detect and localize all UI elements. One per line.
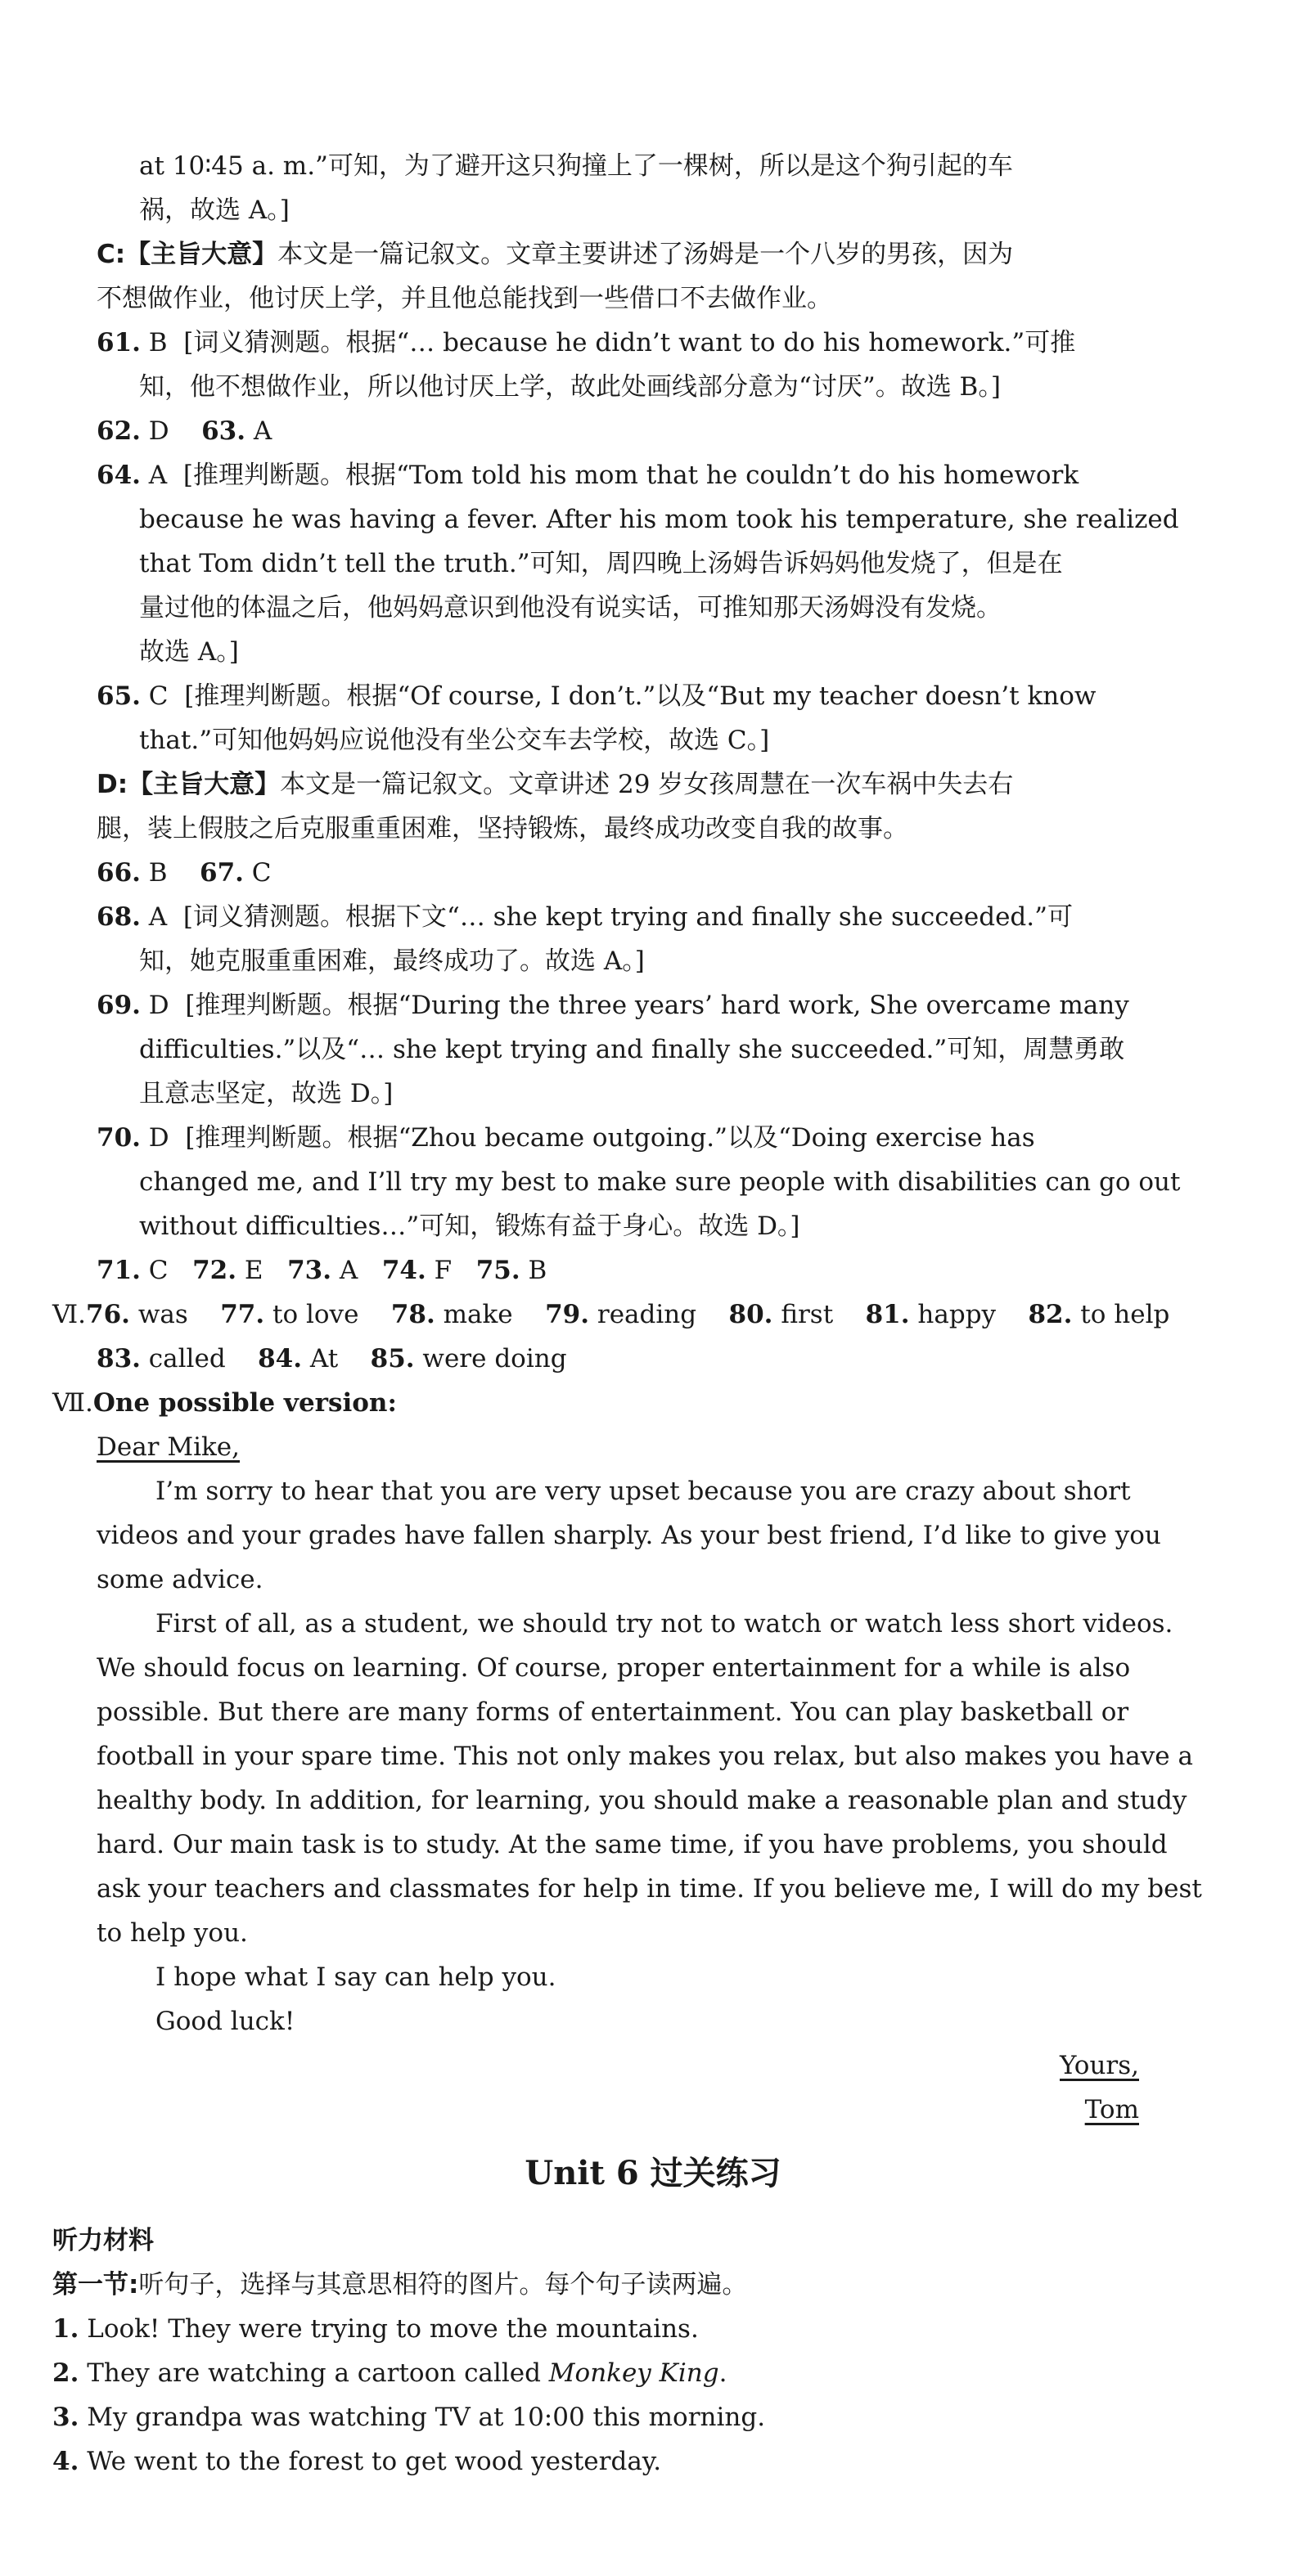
question-number: 83.: [97, 1344, 141, 1373]
question-explanation: B [词义猜测题。根据“… because he didn’t want to do his homework.”可推: [148, 328, 1076, 357]
letter-paragraph-line: Good luck!: [155, 2007, 295, 2036]
listening-sentence: [52, 2307, 699, 2351]
answer: reading: [597, 1300, 697, 1329]
part-6-answers-row2: [97, 1337, 567, 1381]
question-68: [97, 895, 1073, 939]
sentence-text: .: [718, 2358, 727, 2388]
answer: E: [244, 1256, 263, 1285]
passage-c-main-idea: [97, 232, 1013, 276]
letter-paragraph-line: ask your teachers and classmates for help in time. If you believe me, I will do my best: [97, 1874, 1202, 1904]
question-64: [97, 453, 1079, 497]
question-number: 70.: [97, 1123, 141, 1153]
question-64-line: that Tom didn’t tell the truth.”可知，周四晚上汤姆告诉妈妈他发烧了，但是在: [139, 549, 1063, 578]
question-70-line: changed me, and I’ll try my best to make sure people with disabilities can go out: [139, 1167, 1181, 1197]
listening-heading: 听力材料: [52, 2226, 154, 2255]
letter-paragraph-line: First of all, as a student, we should try not to watch or watch less short videos.: [155, 1609, 1173, 1639]
answer: called: [148, 1344, 226, 1373]
question-61: [97, 321, 1075, 365]
question-number: 77.: [220, 1300, 265, 1329]
question-61-line: 知，他不想做作业，所以他讨厌上学，故此处画线部分意为“讨厌”。故选 B。]: [139, 372, 1001, 402]
question-number: 65.: [97, 681, 141, 711]
answer: C: [251, 858, 272, 888]
sentence-number: 2.: [52, 2358, 79, 2388]
question-explanation: A [词义猜测题。根据下文“… she kept trying and finally she succeeded.”可: [148, 902, 1073, 932]
main-idea-text: 本文是一篇记叙文。文章主要讲述了汤姆是一个八岁的男孩，因为: [277, 240, 1014, 269]
question-number: 75.: [475, 1256, 520, 1285]
sentence-text: My grandpa was watching TV at 10:00 this morning.: [87, 2403, 766, 2432]
sentence-number: 1.: [52, 2314, 79, 2344]
letter-signature: Tom: [1084, 2095, 1139, 2124]
answer: A: [339, 1256, 358, 1285]
question-number: 82.: [1028, 1300, 1073, 1329]
questions-71-75: [97, 1248, 547, 1292]
passage-c-main-idea-line: 不想做作业，他讨厌上学，并且他总能找到一些借口不去做作业。: [97, 284, 832, 313]
sentence-number: 4.: [52, 2447, 79, 2476]
question-number: 76.: [86, 1300, 130, 1329]
roman-numeral: Ⅵ.: [52, 1300, 87, 1329]
question-64-line: 故选 A。]: [139, 637, 239, 667]
part-label: 第一节:: [52, 2270, 139, 2300]
roman-numeral: Ⅶ.: [52, 1388, 93, 1418]
letter-paragraph-line: hard. Our main task is to study. At the same time, if you have problems, you should: [97, 1830, 1168, 1859]
version-heading: One possible version:: [92, 1388, 397, 1418]
letter-paragraph-line: to help you.: [97, 1918, 248, 1948]
main-idea-text: 本文是一篇记叙文。文章讲述 29 岁女孩周慧在一次车祸中失去右: [280, 770, 1014, 799]
cartoon-title: Monkey King: [548, 2358, 719, 2388]
passage-d-main-idea: [97, 762, 1013, 807]
question-number: 68.: [97, 902, 141, 932]
question-64-line: 量过他的体温之后，他妈妈意识到他没有说实话，可推知那天汤姆没有发烧。: [139, 593, 1002, 623]
question-68-line: 知，她克服重重困难，最终成功了。故选 A。]: [139, 946, 645, 976]
answer: was: [137, 1300, 188, 1329]
question-65-line: that.”可知他妈妈应说他没有坐公交车去学校，故选 C。]: [139, 726, 770, 755]
question-number: 69.: [97, 991, 141, 1020]
answer: were doing: [422, 1344, 567, 1373]
question-64-line: because he was having a fever. After his mom took his temperature, she realized: [139, 505, 1179, 534]
answer: to love: [272, 1300, 359, 1329]
question-65: [97, 674, 1096, 718]
question-explanation: D [推理判断题。根据“During the three years’ hard work, She overcame many: [148, 991, 1129, 1020]
question-number: 74.: [381, 1256, 426, 1285]
letter-paragraph-line: We should focus on learning. Of course, proper entertainment for a while is also: [97, 1653, 1131, 1683]
question-number: 81.: [865, 1300, 910, 1329]
listening-sentence: [52, 2351, 727, 2395]
question-70: [97, 1116, 1035, 1160]
passage-d-main-idea-line: 腿，装上假肢之后克服重重困难，坚持锻炼，最终成功改变自我的故事。: [97, 814, 908, 843]
part-6-answers: [52, 1292, 1169, 1337]
question-explanation: A [推理判断题。根据“Tom told his mom that he couldn’t do his homework: [148, 461, 1079, 490]
letter-salutation: Dear Mike,: [97, 1432, 240, 1462]
letter-paragraph-line: I’m sorry to hear that you are very upset because you are crazy about short: [155, 1477, 1131, 1506]
questions-66-67: [97, 851, 272, 895]
question-number: 62.: [97, 416, 141, 446]
answer: D: [148, 416, 169, 446]
sentence-text: We went to the forest to get wood yesterday.: [87, 2447, 662, 2476]
question-explanation: D [推理判断题。根据“Zhou became outgoing.”以及“Doing exercise has: [148, 1123, 1035, 1153]
sentence-number: 3.: [52, 2403, 79, 2432]
answer: C: [148, 1256, 169, 1285]
answer: happy: [917, 1300, 997, 1329]
question-69-line: 且意志坚定，故选 D。]: [139, 1079, 394, 1108]
question-number: 85.: [370, 1344, 415, 1373]
answer: make: [443, 1300, 513, 1329]
passage-a-explanation-line: at 10∶45 a. m.”可知，为了避开这只狗撞上了一棵树，所以是这个狗引起的车: [139, 151, 1013, 181]
question-number: 84.: [258, 1344, 303, 1373]
sentence-text: They are watching a cartoon called: [87, 2358, 549, 2388]
letter-paragraph-line: healthy body. In addition, for learning, you should make a reasonable plan and study: [97, 1786, 1187, 1815]
answer: first: [781, 1300, 834, 1329]
questions-62-63: [97, 409, 272, 453]
question-70-line: without difficulties…”可知，锻炼有益于身心。故选 D。]: [139, 1212, 800, 1241]
question-number: 66.: [97, 858, 141, 888]
answer: to help: [1080, 1300, 1170, 1329]
answer: At: [309, 1344, 339, 1373]
part-instructions: 听句子，选择与其意思相符的图片。每个句子读两遍。: [138, 2270, 748, 2300]
question-number: 72.: [192, 1256, 237, 1285]
question-number: 67.: [200, 858, 244, 888]
main-idea-label: C:【主旨大意】: [97, 240, 278, 269]
question-69-line: difficulties.”以及“… she kept trying and finally she succeeded.”可知，周慧勇敢: [139, 1035, 1125, 1064]
question-number: 73.: [287, 1256, 332, 1285]
letter-paragraph-line: videos and your grades have fallen sharply. As your best friend, I’d like to give you: [97, 1521, 1161, 1550]
question-69: [97, 983, 1129, 1027]
answer: F: [434, 1256, 453, 1285]
main-idea-label: D:【主旨大意】: [97, 770, 281, 799]
letter-closing: Yours,: [1060, 2051, 1139, 2080]
letter-paragraph-line: possible. But there are many forms of entertainment. You can play basketball or: [97, 1697, 1129, 1727]
question-explanation: C [推理判断题。根据“Of course, I don’t.”以及“But my teacher doesn’t know: [148, 681, 1097, 711]
unit-title: Unit 6 过关练习: [525, 2154, 781, 2192]
letter-paragraph-line: football in your spare time. This not only makes you relax, but also makes you have a: [97, 1742, 1193, 1771]
answer: B: [528, 1256, 547, 1285]
answer: B: [148, 858, 168, 888]
part-7-heading: [52, 1381, 397, 1425]
sentence-text: Look! They were trying to move the mountains.: [87, 2314, 699, 2344]
listening-part-1: [52, 2263, 747, 2307]
question-number: 78.: [390, 1300, 435, 1329]
question-number: 64.: [97, 461, 141, 490]
question-number: 80.: [728, 1300, 773, 1329]
passage-a-explanation-line: 祸，故选 A。]: [139, 196, 290, 225]
question-number: 79.: [545, 1300, 590, 1329]
letter-paragraph-line: I hope what I say can help you.: [155, 1962, 556, 1992]
answer: A: [253, 416, 272, 446]
question-number: 71.: [97, 1256, 141, 1285]
question-number: 61.: [97, 328, 141, 357]
listening-sentence: [52, 2439, 661, 2484]
letter-paragraph-line: some advice.: [97, 1565, 263, 1594]
listening-sentence: [52, 2395, 765, 2439]
question-number: 63.: [201, 416, 246, 446]
